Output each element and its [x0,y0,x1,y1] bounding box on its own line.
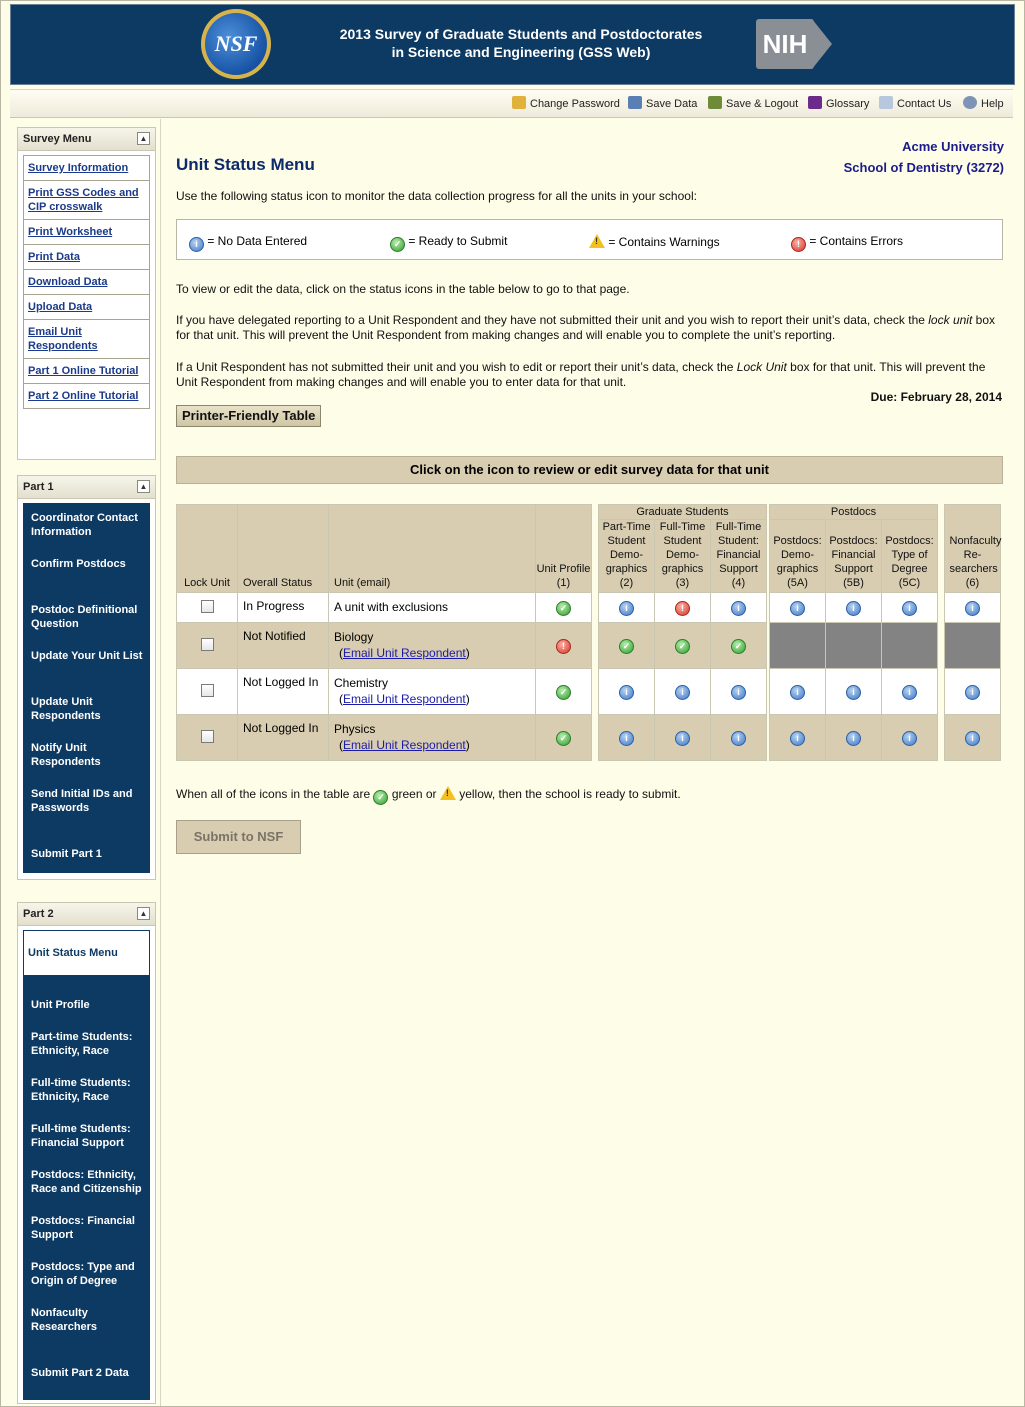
info-icon[interactable]: i [619,685,634,700]
check-icon[interactable]: ✓ [731,639,746,654]
unit-cell [329,593,536,623]
info-icon: i [189,237,204,252]
not-applicable-cell [826,623,882,669]
info-icon[interactable]: i [902,685,917,700]
info-icon[interactable]: i [965,601,980,616]
nav-full-time-students[interactable]: Full-time Students: Ethnicity, Race [31,1077,131,1103]
check-icon[interactable]: ✓ [556,601,571,616]
info-icon[interactable]: i [965,685,980,700]
nav-full-time-financial[interactable]: Full-time Students: Financial Support [31,1123,131,1149]
info-icon[interactable]: i [790,685,805,700]
nav-notify-unit-respondents[interactable]: Notify Unit Respondents [31,742,101,768]
overall-status: In Progress [238,593,329,623]
part1-nav [23,503,150,873]
glossary-link[interactable]: Glossary [808,96,869,110]
survey-information-link[interactable]: Survey Information [24,156,149,181]
check-icon[interactable]: ✓ [556,731,571,746]
unit-cell: Physics (Email Unit Respondent) [329,715,536,761]
legend-no-data: i = No Data Entered [189,234,307,252]
table-row [177,669,1001,715]
check-icon: ✓ [373,790,388,805]
part1-panel [17,475,156,880]
col-full-time-demo: Full-Time Student Demo-graphics (3) [655,520,711,593]
nav-postdocs-financial[interactable]: Postdocs: Financial Support [31,1215,135,1241]
table-banner: Click on the icon to review or edit survey data for that unit [176,456,1003,484]
nsf-logo: NSF [201,9,271,79]
check-icon[interactable]: ✓ [675,639,690,654]
email-unit-respondent-link[interactable]: Email Unit Respondent [343,692,466,706]
overall-status: Not Notified [238,623,329,669]
institution-name: Acme University [902,139,1004,154]
nav-update-unit-list[interactable]: Update Your Unit List [31,650,143,662]
unit-respondent-text: If a Unit Respondent has not submitted their unit and you wish to edit or report their unit’s data, check the Lock Unit box for that unit. This will prevent the Unit Respondent from making changes and will enable you to enter data for that unit. [176,360,986,389]
unit-name: A unit with exclusions [334,600,449,614]
envelope-icon [879,96,893,109]
check-icon[interactable]: ✓ [556,685,571,700]
intro-text: Use the following status icon to monitor the data collection progress for all the units in your school: [176,189,697,203]
table-row [177,593,1001,623]
error-icon[interactable]: ! [675,601,690,616]
group-postdocs: Postdocs [770,505,938,520]
error-icon[interactable]: ! [556,639,571,654]
col-postdocs-degree: Postdocs: Type of Degree (5C) [882,520,938,593]
survey-title [301,25,741,61]
help-icon [963,96,977,109]
legend-errors: ! = Contains Errors [791,234,903,252]
email-unit-respondent-link[interactable]: Email Unit Respondent [343,646,466,660]
nav-unit-profile[interactable]: Unit Profile [31,999,90,1011]
nav-update-unit-respondents[interactable]: Update Unit Respondents [31,696,101,722]
info-icon[interactable]: i [619,601,634,616]
submit-to-nsf-button[interactable]: Submit to NSF [176,820,301,854]
part1-tutorial-link[interactable]: Part 1 Online Tutorial [24,359,149,384]
email-unit-respondent-link[interactable]: Email Unit Respondent [343,738,466,752]
info-icon[interactable]: i [731,731,746,746]
col-unit-email: Unit (email) [329,505,536,593]
nav-confirm-postdocs[interactable]: Confirm Postdocs [31,558,126,570]
part2-tutorial-link[interactable]: Part 2 Online Tutorial [24,384,149,409]
survey-menu-header: Survey Menu ▲ [18,128,155,151]
col-full-time-financial: Full-Time Student: Financial Support (4) [711,520,767,593]
unit-name: Biology [334,630,374,644]
info-icon[interactable]: i [846,601,861,616]
col-postdocs-demo: Postdocs: Demo-graphics (5A) [770,520,826,593]
info-icon[interactable]: i [902,731,917,746]
sidebar [10,119,161,1406]
lock-unit-checkbox[interactable] [201,638,214,651]
info-icon[interactable]: i [790,731,805,746]
collapse-icon[interactable]: ▲ [137,907,150,920]
upload-data-link[interactable]: Upload Data [24,295,149,320]
not-applicable-cell [882,623,938,669]
part2-header: Part 2 ▲ [18,903,155,926]
check-icon: ✓ [390,237,405,252]
group-graduate-students: Graduate Students [599,505,767,520]
error-icon: ! [791,237,806,252]
print-gss-codes-link[interactable]: Print GSS Codes and CIP crosswalk [24,181,149,220]
floppy-icon [628,96,642,109]
key-icon [512,96,526,109]
unit-cell: Biology (Email Unit Respondent) [329,623,536,669]
col-postdocs-financial: Postdocs: Financial Support (5B) [826,520,882,593]
nav-coordinator-contact[interactable]: Coordinator Contact Information [31,512,138,538]
nih-logo: NIH [756,19,834,69]
site-header [10,4,1015,85]
change-password-link[interactable]: Change Password [512,96,620,110]
nav-unit-status-menu[interactable]: Unit Status Menu [23,930,150,976]
save-data-link[interactable]: Save Data [628,96,697,110]
info-icon[interactable]: i [619,731,634,746]
info-icon[interactable]: i [846,685,861,700]
legend-warnings: ! = Contains Warnings [589,234,720,249]
survey-menu-links [23,155,150,409]
nav-nonfaculty[interactable]: Nonfaculty Researchers [31,1307,98,1333]
info-icon[interactable]: i [675,731,690,746]
nav-submit-part2[interactable]: Submit Part 2 Data [31,1367,129,1379]
lock-unit-checkbox[interactable] [201,684,214,697]
overall-status: Not Logged In [238,715,329,761]
info-icon[interactable]: i [965,731,980,746]
info-icon[interactable]: i [675,685,690,700]
warning-icon [440,786,456,800]
top-toolbar [10,89,1013,118]
overall-status: Not Logged In [238,669,329,715]
download-data-link[interactable]: Download Data [24,270,149,295]
unit-status-table [176,504,1001,761]
col-overall-status: Overall Status [238,505,329,593]
page-title: Unit Status Menu [176,155,315,174]
collapse-icon[interactable]: ▲ [137,480,150,493]
col-unit-profile: Unit Profile (1) [536,505,592,593]
info-icon[interactable]: i [731,601,746,616]
table-row [177,715,1001,761]
not-applicable-cell [770,623,826,669]
check-icon[interactable]: ✓ [619,639,634,654]
print-data-link[interactable]: Print Data [24,245,149,270]
col-part-time-demo: Part-Time Student Demo-graphics (2) [599,520,655,593]
delegated-text: If you have delegated reporting to a Unit Respondent and they have not submitted their unit and you wish to report their unit’s data, check the lock unit box for that unit. This will prevent the Unit Respondent from making changes and will enable you to complete the unit’s reporting. [176,313,995,342]
title-line-1: 2013 Survey of Graduate Students and Postdoctorates [339,26,703,42]
col-nonfaculty: Nonfaculty Re-searchers (6) [945,505,1001,593]
not-applicable-cell [945,623,1001,669]
lock-unit-checkbox[interactable] [201,600,214,613]
info-icon[interactable]: i [790,601,805,616]
book-icon [808,96,822,109]
nav-send-initial-ids[interactable]: Send Initial IDs and Passwords [31,788,133,814]
school-info [844,136,1004,178]
nav-submit-part1[interactable]: Submit Part 1 [31,848,102,860]
print-worksheet-link[interactable]: Print Worksheet [24,220,149,245]
due-date: Due: February 28, 2014 [870,390,1002,404]
unit-cell: Chemistry (Email Unit Respondent) [329,669,536,715]
nav-part-time-students[interactable]: Part-time Students: Ethnicity, Race [31,1031,133,1057]
title-line-2: in Science and Engineering (GSS Web) [391,44,651,60]
status-legend [176,219,1003,260]
info-icon[interactable]: i [846,731,861,746]
col-lock-unit: Lock Unit [177,505,238,593]
legend-ready: ✓ = Ready to Submit [390,234,507,252]
part2-panel [17,902,156,1404]
info-icon[interactable]: i [902,601,917,616]
email-unit-respondents-link[interactable]: Email Unit Respondents [24,320,149,359]
save-logout-link[interactable]: Save & Logout [708,96,798,110]
save-exit-icon [708,96,722,109]
help-link[interactable]: Help [963,96,1004,110]
nav-postdoc-question[interactable]: Postdoc Definitional Question [31,604,138,630]
unit-name: Physics [334,722,376,736]
school-name: School of Dentistry (3272) [843,160,1004,175]
info-icon[interactable]: i [731,685,746,700]
ready-to-submit-text: When all of the icons in the table are ✓ green or ! yellow, then the school is ready to submit. [176,786,1002,805]
part1-header: Part 1 ▲ [18,476,155,499]
contact-us-link[interactable]: Contact Us [879,96,951,110]
part2-nav [23,930,150,1400]
collapse-icon[interactable]: ▲ [137,132,150,145]
nav-postdocs-ethnicity[interactable]: Postdocs: Ethnicity, Race and Citizenship [31,1169,142,1195]
warning-icon [589,234,605,248]
table-group-header [177,505,1001,520]
survey-menu-panel [17,127,156,460]
table-row [177,623,1001,669]
nav-postdocs-degree[interactable]: Postdocs: Type and Origin of Degree [31,1261,135,1287]
view-edit-text: To view or edit the data, click on the status icons in the table below to go to that page. [176,282,630,296]
printer-friendly-button[interactable]: Printer-Friendly Table [176,405,321,427]
unit-name: Chemistry [334,676,389,690]
lock-unit-checkbox[interactable] [201,730,214,743]
